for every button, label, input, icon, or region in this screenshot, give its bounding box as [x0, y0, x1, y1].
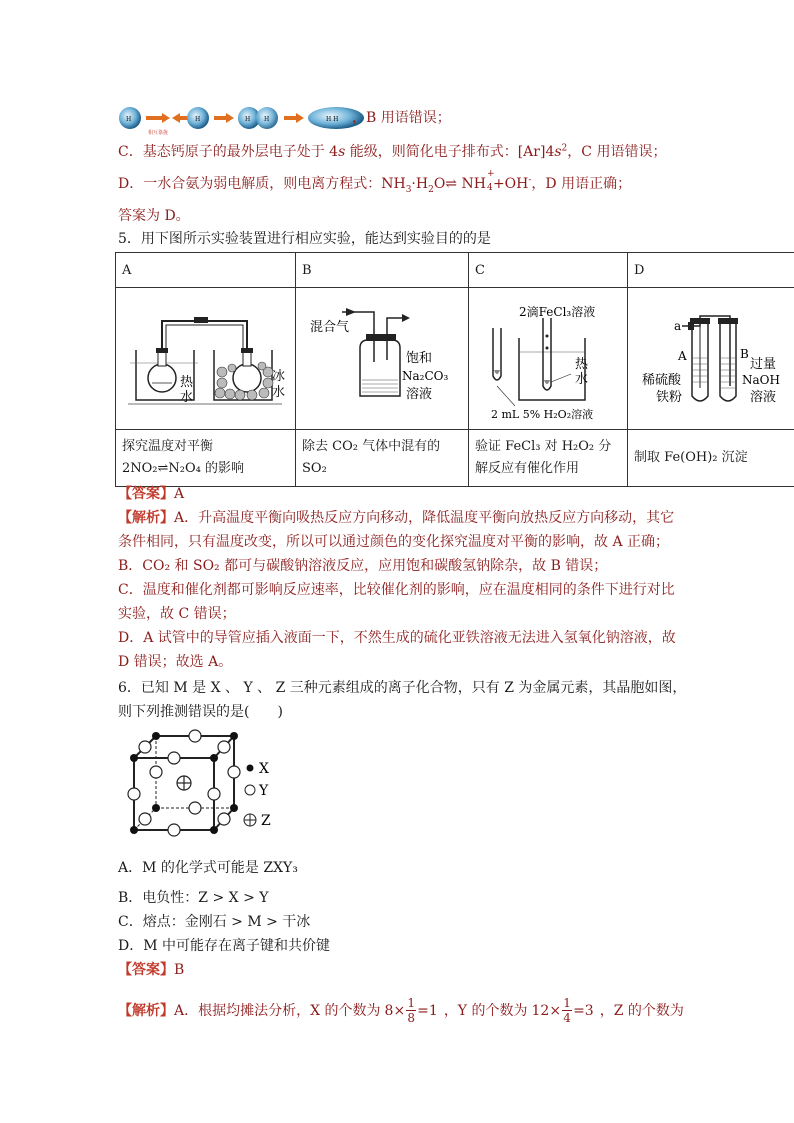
q6-option-d: D．M 中可能存在离子键和共价键	[118, 938, 331, 954]
z-ion	[177, 776, 191, 790]
q5-analysis-1: 【解析】A．升高温度平衡向吸热反应方向移动，降低温度平衡向放热反应方向移动，其它	[118, 510, 675, 526]
clamp-icon	[194, 317, 208, 323]
svg-text:Z: Z	[261, 813, 271, 829]
svg-text:a: a	[674, 319, 682, 333]
q5-analysis-4: C．温度和催化剂都可影响反应速率，比较催化剂的影响，应在温度相同的条件下进行对比	[118, 582, 675, 598]
caption-b: 除去 CO₂ 气体中混有的 SO₂	[296, 430, 469, 487]
svg-text:水: 水	[272, 385, 286, 400]
q5-answer: 【答案】A	[118, 486, 185, 502]
svg-text:冰: 冰	[272, 369, 286, 384]
q6-option-a: A．M 的化学式可能是 ZXY₃	[118, 860, 298, 876]
q4-option-c: C．基态钙原子的最外层电子处于 4s 能级，则简化电子排布式：$[Ar]4s^2$，C 用语错误；	[118, 143, 667, 160]
svg-text:溶液: 溶液	[750, 390, 777, 405]
apparatus-a	[116, 288, 296, 430]
svg-text:混合气: 混合气	[310, 320, 350, 335]
svg-text:A: A	[678, 349, 687, 363]
crystal-cell-diagram	[126, 728, 286, 838]
approach-arrows	[146, 113, 194, 136]
h-atom-2	[187, 107, 209, 129]
apparatus-d	[628, 288, 794, 430]
q6-option-b: B．电负性：Z > X > Y	[118, 890, 269, 906]
caption-d: 制取 Fe(OH)₂ 沉淀	[628, 430, 794, 487]
svg-text:水: 水	[180, 390, 194, 405]
q5-analysis-3: B．CO₂ 和 SO₂ 都可与碳酸钠溶液反应，应用饱和碳酸氢钠除杂，故 B 错误；	[118, 558, 608, 574]
q5-analysis-6: D．A 试管中的导管应插入液面一下，不然生成的硫化亚铁溶液无法进入氢氧化钠溶液，故	[118, 630, 676, 646]
svg-text:稀硫酸: 稀硫酸	[642, 373, 682, 388]
svg-text:水: 水	[575, 372, 589, 387]
q5-experiment-table	[115, 252, 794, 487]
svg-text:2 mL 5% H₂O₂溶液: 2 mL 5% H₂O₂溶液	[491, 408, 594, 421]
header-d: D	[628, 253, 794, 288]
q4-option-d: D．一水合氨为弱电解质，则电离方程式：$NH_3\cdot H_2O\rightleftharpoons$ NH + 4 +OH-，D 用语正确；	[118, 169, 632, 195]
svg-text:NaOH: NaOH	[742, 373, 780, 387]
svg-text:H: H	[245, 116, 251, 123]
svg-text:H: H	[126, 116, 132, 123]
h-atom-1	[119, 107, 141, 129]
svg-text:过量: 过量	[750, 357, 777, 372]
q5-analysis-7: D 错误；故选 A。	[118, 654, 233, 670]
svg-text:B: B	[740, 347, 749, 361]
arrow-right-icon	[214, 113, 234, 123]
arrow-right-icon	[402, 314, 410, 322]
svg-text:饱和: 饱和	[406, 351, 433, 366]
q4-answer: 答案为 D。	[118, 208, 190, 224]
caption-c: 验证 FeCl₃ 对 H₂O₂ 分 解反应有催化作用	[469, 430, 628, 487]
q5-stem: 5．用下图所示实验装置进行相应实验，能达到实验目的的是	[118, 231, 491, 247]
q6-answer: 【答案】B	[118, 962, 185, 978]
svg-text:热: 热	[180, 375, 194, 390]
header-b: B	[296, 253, 469, 288]
svg-text:H: H	[195, 116, 201, 123]
header-c: C	[469, 253, 628, 288]
arrow-label: 相互靠拢	[148, 130, 169, 136]
svg-text:H H: H H	[326, 116, 339, 123]
svg-text:Y: Y	[259, 783, 269, 799]
svg-text:X: X	[259, 761, 269, 777]
legend	[244, 761, 271, 829]
svg-text:溶液: 溶液	[406, 387, 433, 402]
q6-stem-2: 则下列推测错误的是( )	[118, 704, 283, 720]
apparatus-b	[296, 288, 469, 430]
q6-option-c: C．熔点：金刚石 > M > 干冰	[118, 914, 311, 930]
q5-analysis-5: 实验，故 C 错误；	[118, 606, 236, 622]
h-atoms-overlap	[238, 107, 278, 129]
header-a: A	[116, 253, 296, 288]
apparatus-c	[469, 288, 628, 430]
svg-text:Na₂CO₃: Na₂CO₃	[402, 369, 449, 383]
q5-analysis-2: 条件相同，只有温度改变，所以可以通过颜色的变化探究温度对平衡的影响，故 A 正确；	[118, 534, 670, 550]
svg-text:铁粉: 铁粉	[656, 390, 683, 405]
h2-formation-diagram	[118, 104, 378, 138]
svg-text:热: 热	[575, 357, 589, 372]
diagram-conclusion: ，B 用语错误；	[352, 110, 451, 126]
q6-stem-1: 6．已知 M 是 X 、 Y 、 Z 三种元素组成的离子化合物，只有 Z 为金属元素，其晶胞如图，	[118, 680, 687, 696]
ice-cubes	[215, 362, 273, 400]
svg-text:2滴FeCl₃溶液: 2滴FeCl₃溶液	[519, 305, 596, 319]
svg-text:H: H	[264, 116, 270, 123]
caption-a: 探究温度对平衡 2NO₂⇌N₂O₄ 的影响	[116, 430, 296, 487]
arrow-right-icon	[284, 113, 304, 123]
q6-analysis: 【解析】 A．根据均摊法分析，X 的个数为 8× 1 8 =1 ，Y 的个数为 12× 1 4 =3 ，Z 的个数为	[118, 996, 684, 1025]
